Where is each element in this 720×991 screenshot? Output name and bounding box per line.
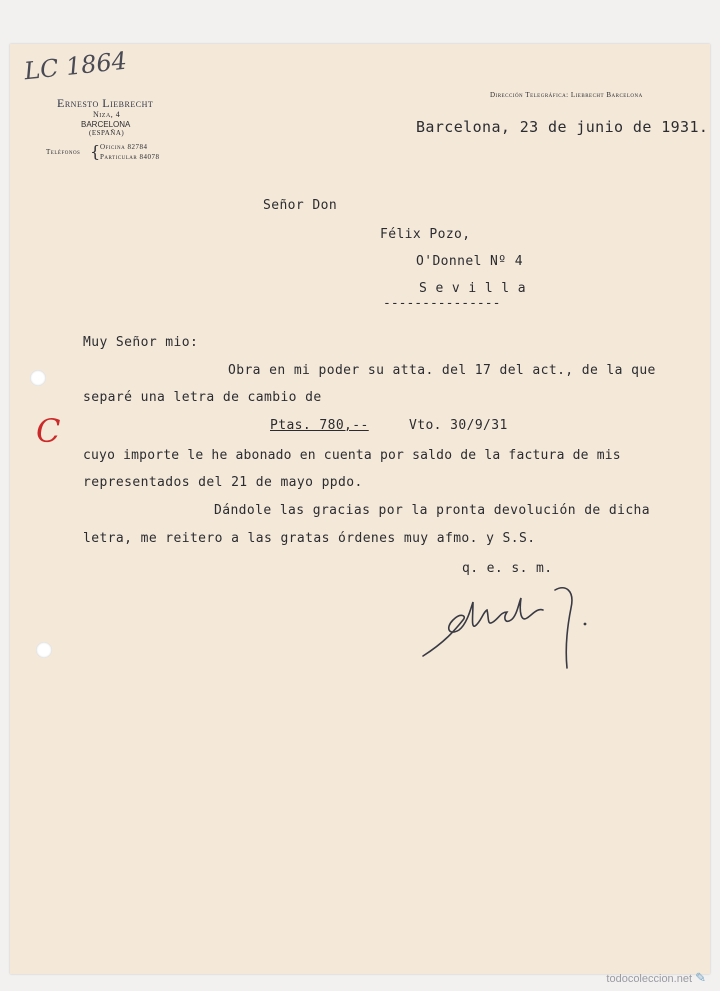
letterhead-phone-private: Particular 84078 [100, 153, 160, 161]
letterhead-telegraph: Dirección Telegráfica: Liebrecht Barcelona [490, 91, 643, 99]
red-margin-mark: C [36, 412, 61, 450]
letterhead-brace: { [90, 142, 101, 161]
punch-hole-top [30, 370, 46, 386]
letterhead-street: Niza, 4 [93, 110, 121, 119]
recipient-street: O'Donnel Nº 4 [416, 254, 523, 269]
letterhead-name: Ernesto Liebrecht [57, 96, 154, 110]
letterhead-country: (ESPAÑA) [89, 129, 125, 137]
closing: q. e. s. m. [462, 561, 553, 576]
letterhead-city: BARCELONA [81, 120, 131, 129]
letterhead-phone-office: Oficina 82784 [100, 143, 148, 151]
signature [415, 572, 605, 672]
watermark [606, 970, 706, 986]
body-line-5: Dándole las gracias por la pronta devolución de dicha [214, 503, 651, 518]
salutation-title: Señor Don [263, 198, 338, 213]
due-date: Vto. 30/9/31 [409, 418, 508, 433]
recipient-underline: --------------- [383, 296, 501, 311]
watermark-text: todocoleccion.net [606, 973, 693, 985]
body-line-1: Obra en mi poder su atta. del 17 del act., de la que [228, 363, 656, 378]
recipient-name: Félix Pozo, [380, 227, 471, 242]
watermark-logo-icon: ✎ [695, 970, 706, 985]
body-line-3: cuyo importe le he abonado en cuenta por saldo de la factura de mis [83, 448, 621, 463]
pencil-reference-code: LC 1864 [22, 46, 129, 86]
punch-hole-bottom [36, 642, 52, 658]
recipient-city: S e v i l l a [419, 281, 526, 296]
place-date: Barcelona, 23 de junio de 1931. [416, 118, 709, 136]
body-line-4: representados del 21 de mayo ppdo. [83, 475, 363, 490]
letterhead-phones-label: Teléfonos [46, 148, 81, 156]
amount: Ptas. 780,-- [270, 418, 369, 433]
body-line-2: separé una letra de cambio de [83, 390, 322, 405]
body-line-6: letra, me reitero a las gratas órdenes muy afmo. y S.S. [83, 531, 536, 546]
greeting: Muy Señor mio: [83, 335, 199, 350]
